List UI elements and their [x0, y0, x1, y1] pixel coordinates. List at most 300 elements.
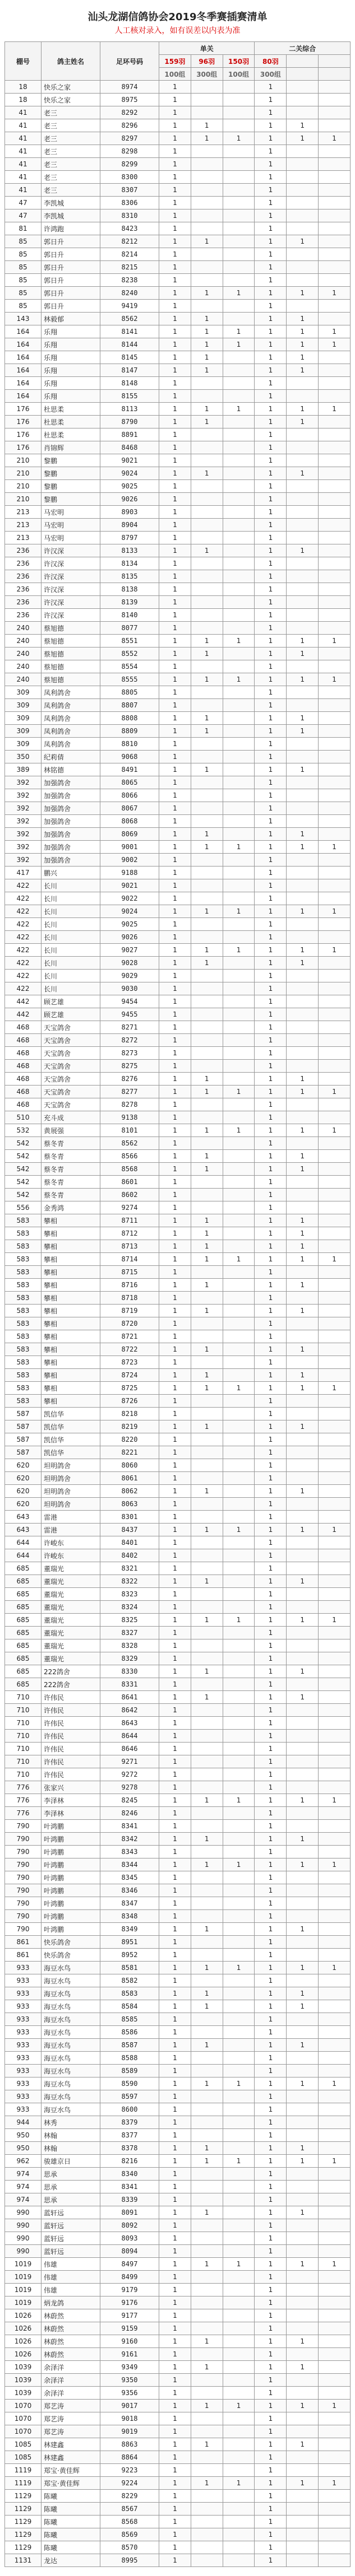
- cell-mark-f: [319, 1498, 351, 1511]
- table-row: [5, 1227, 351, 1240]
- cell-mark-b: [191, 2490, 223, 2503]
- cell-mark-f: [319, 2412, 351, 2425]
- cell-ring: 8797: [100, 532, 159, 544]
- table-row: [5, 1098, 351, 1111]
- cell-mark-b: [191, 970, 223, 982]
- cell-mark-e: [287, 2554, 319, 2567]
- cell-mark-f: [319, 995, 351, 1008]
- cell-mark-b: [191, 1536, 223, 1549]
- cell-name: 叶鸿鹏: [42, 1923, 100, 1936]
- cell-mark-b: [191, 2013, 223, 2026]
- cell-mark-b: 1: [191, 763, 223, 776]
- cell-mark-e: [287, 970, 319, 982]
- cell-mark-e: [287, 2296, 319, 2309]
- cell-mark-e: [287, 1511, 319, 1524]
- cell-mark-f: [319, 776, 351, 789]
- cell-mark-a: 1: [159, 1330, 191, 1343]
- table-row: [5, 1562, 351, 1575]
- cell-name: 郑艺涛: [42, 2425, 100, 2438]
- table-row: [5, 763, 351, 776]
- cell-name: 蔡旭德: [42, 673, 100, 686]
- cell-mark-f: [319, 390, 351, 403]
- column-header-prize-300b: 300组: [255, 68, 287, 81]
- cell-mark-b: [191, 1330, 223, 1343]
- cell-name: 龙达: [42, 2554, 100, 2567]
- cell-mark-c: [223, 712, 255, 725]
- cell-mark-d: 1: [255, 609, 287, 622]
- cell-mark-e: 1: [287, 2438, 319, 2451]
- cell-name: 林翰: [42, 2129, 100, 2142]
- cell-mark-a: 1: [159, 1459, 191, 1472]
- cell-mark-b: [191, 1111, 223, 1124]
- cell-mark-f: [319, 1176, 351, 1189]
- cell-mark-b: [191, 1511, 223, 1524]
- cell-mark-e: [287, 2168, 319, 2181]
- cell-mark-c: [223, 2335, 255, 2348]
- cell-mark-b: [191, 1189, 223, 1201]
- cell-mark-e: 1: [287, 1987, 319, 2000]
- cell-mark-a: 1: [159, 2490, 191, 2503]
- cell-ring: 8219: [100, 1420, 159, 1433]
- cell-name: 蔡旭德: [42, 635, 100, 648]
- cell-mark-b: [191, 1433, 223, 1446]
- cell-ring: 8377: [100, 2129, 159, 2142]
- cell-name: 长川: [42, 982, 100, 995]
- cell-mark-e: [287, 300, 319, 313]
- cell-mark-a: 1: [159, 1897, 191, 1910]
- cell-mark-b: [191, 2516, 223, 2528]
- cell-mark-a: 1: [159, 828, 191, 841]
- cell-name: 海豆水鸟: [42, 1987, 100, 2000]
- cell-mark-e: [287, 1021, 319, 1034]
- cell-mark-e: [287, 815, 319, 828]
- cell-mark-c: 1: [223, 132, 255, 145]
- cell-no: 933: [5, 2103, 42, 2116]
- cell-mark-a: 1: [159, 1317, 191, 1330]
- cell-mark-a: 1: [159, 2103, 191, 2116]
- cell-ring: 8092: [100, 2219, 159, 2232]
- cell-mark-f: [319, 2271, 351, 2284]
- cell-ring: 8725: [100, 1382, 159, 1395]
- cell-mark-a: 1: [159, 1743, 191, 1755]
- cell-mark-a: 1: [159, 2322, 191, 2335]
- cell-mark-d: 1: [255, 1498, 287, 1511]
- cell-mark-c: [223, 1240, 255, 1253]
- cell-mark-e: 1: [287, 1343, 319, 1356]
- cell-ring: 8067: [100, 802, 159, 815]
- cell-mark-b: [191, 300, 223, 313]
- cell-mark-d: 1: [255, 1124, 287, 1137]
- cell-mark-b: [191, 1627, 223, 1639]
- cell-mark-d: 1: [255, 1317, 287, 1330]
- cell-mark-d: 1: [255, 970, 287, 982]
- cell-mark-c: [223, 1047, 255, 1060]
- cell-name: 思承: [42, 2168, 100, 2181]
- cell-mark-b: [191, 2090, 223, 2103]
- cell-ring: 8323: [100, 1588, 159, 1601]
- cell-mark-c: 1: [223, 2155, 255, 2168]
- table-row: [5, 2065, 351, 2077]
- cell-mark-e: [287, 1356, 319, 1369]
- cell-mark-c: [223, 441, 255, 454]
- cell-mark-b: 1: [191, 673, 223, 686]
- cell-mark-f: [319, 2516, 351, 2528]
- table-row: [5, 970, 351, 982]
- cell-mark-c: [223, 1987, 255, 2000]
- cell-ring: 8904: [100, 519, 159, 532]
- cell-name: 许伟民: [42, 1743, 100, 1755]
- cell-mark-c: 1: [223, 325, 255, 338]
- cell-mark-b: 1: [191, 648, 223, 660]
- cell-mark-b: [191, 802, 223, 815]
- cell-mark-b: [191, 1356, 223, 1369]
- cell-name: 老三: [42, 158, 100, 171]
- cell-name: 海豆水鸟: [42, 2065, 100, 2077]
- cell-no: 790: [5, 1846, 42, 1858]
- cell-mark-c: [223, 1008, 255, 1021]
- cell-mark-d: 1: [255, 944, 287, 957]
- cell-no: 685: [5, 1601, 42, 1614]
- cell-ring: 8328: [100, 1639, 159, 1652]
- cell-ring: 8566: [100, 1150, 159, 1163]
- cell-mark-f: 1: [319, 1962, 351, 1974]
- cell-mark-d: 1: [255, 454, 287, 467]
- cell-mark-a: 1: [159, 2206, 191, 2219]
- cell-mark-e: 1: [287, 1420, 319, 1433]
- cell-mark-c: [223, 1214, 255, 1227]
- cell-mark-a: 1: [159, 2503, 191, 2516]
- cell-name: 老三: [42, 184, 100, 197]
- cell-mark-b: [191, 982, 223, 995]
- cell-mark-d: 1: [255, 1459, 287, 1472]
- cell-no: 468: [5, 1021, 42, 1034]
- cell-mark-c: [223, 261, 255, 274]
- cell-name: 雷港: [42, 1511, 100, 1524]
- table-row: [5, 532, 351, 544]
- cell-name: 郭日升: [42, 248, 100, 261]
- cell-mark-b: [191, 699, 223, 712]
- cell-mark-c: [223, 1317, 255, 1330]
- cell-mark-e: 1: [287, 1305, 319, 1317]
- cell-name: 凯信华: [42, 1433, 100, 1446]
- cell-mark-a: 1: [159, 738, 191, 751]
- cell-mark-f: [319, 1549, 351, 1562]
- cell-name: 坦明鸽舍: [42, 1459, 100, 1472]
- cell-mark-f: [319, 1627, 351, 1639]
- cell-mark-c: [223, 2271, 255, 2284]
- cell-mark-d: 1: [255, 1974, 287, 1987]
- cell-mark-a: 1: [159, 1279, 191, 1292]
- cell-mark-e: [287, 1292, 319, 1305]
- cell-name: 长川: [42, 931, 100, 944]
- cell-mark-f: [319, 854, 351, 867]
- cell-mark-d: 1: [255, 377, 287, 390]
- cell-mark-e: [287, 1652, 319, 1665]
- cell-mark-e: [287, 2322, 319, 2335]
- cell-mark-b: [191, 918, 223, 931]
- cell-mark-a: 1: [159, 416, 191, 428]
- cell-mark-b: 1: [191, 2206, 223, 2219]
- cell-ring: 9024: [100, 905, 159, 918]
- cell-ring: 8301: [100, 1511, 159, 1524]
- cell-name: 攀相: [42, 1214, 100, 1227]
- cell-mark-a: 1: [159, 1923, 191, 1936]
- cell-name: 纪莉倩: [42, 751, 100, 763]
- cell-no: 392: [5, 815, 42, 828]
- cell-mark-d: 1: [255, 686, 287, 699]
- cell-mark-e: [287, 892, 319, 905]
- cell-name: 叶鸿鹏: [42, 1833, 100, 1846]
- cell-mark-d: 1: [255, 197, 287, 209]
- cell-mark-d: 1: [255, 2103, 287, 2116]
- cell-ring: 8584: [100, 2000, 159, 2013]
- cell-ring: 8423: [100, 222, 159, 235]
- cell-no: 392: [5, 828, 42, 841]
- table-row: [5, 1743, 351, 1755]
- cell-ring: 9161: [100, 2348, 159, 2361]
- cell-name: 许汉深: [42, 583, 100, 596]
- cell-name: 林翰: [42, 2142, 100, 2155]
- cell-mark-a: 1: [159, 2309, 191, 2322]
- cell-mark-b: [191, 1034, 223, 1047]
- cell-mark-b: [191, 1549, 223, 1562]
- table-row: [5, 1060, 351, 1073]
- table-row: [5, 1111, 351, 1124]
- cell-no: 587: [5, 1408, 42, 1420]
- cell-ring: 8646: [100, 1743, 159, 1755]
- cell-mark-b: [191, 454, 223, 467]
- cell-mark-f: [319, 2206, 351, 2219]
- cell-mark-e: 1: [287, 1833, 319, 1846]
- cell-mark-a: 1: [159, 2219, 191, 2232]
- cell-ring: 8952: [100, 1949, 159, 1962]
- table-row: [5, 1201, 351, 1214]
- cell-ring: 8712: [100, 1227, 159, 1240]
- cell-name: 郑艺涛: [42, 2400, 100, 2412]
- cell-name: 攀相: [42, 1266, 100, 1279]
- cell-mark-b: [191, 1562, 223, 1575]
- cell-ring: 8245: [100, 1794, 159, 1807]
- cell-mark-e: [287, 81, 319, 94]
- cell-ring: 8060: [100, 1459, 159, 1472]
- cell-mark-a: 1: [159, 1382, 191, 1395]
- cell-name: 董瑞光: [42, 1652, 100, 1665]
- cell-name: 蔡冬青: [42, 1189, 100, 1201]
- cell-mark-c: 1: [223, 1253, 255, 1266]
- cell-mark-a: 1: [159, 1086, 191, 1098]
- cell-mark-e: [287, 209, 319, 222]
- cell-mark-d: 1: [255, 918, 287, 931]
- cell-name: 天宝鸽舍: [42, 1060, 100, 1073]
- cell-mark-a: 1: [159, 519, 191, 532]
- cell-no: 583: [5, 1317, 42, 1330]
- cell-no: 1131: [5, 2554, 42, 2567]
- cell-ring: 9160: [100, 2335, 159, 2348]
- cell-mark-a: 1: [159, 1047, 191, 1060]
- cell-mark-b: 1: [191, 2000, 223, 2013]
- cell-mark-c: [223, 2322, 255, 2335]
- cell-mark-a: 1: [159, 1189, 191, 1201]
- cell-mark-f: 1: [319, 2077, 351, 2090]
- cell-no: 776: [5, 1781, 42, 1794]
- table-row: [5, 2026, 351, 2039]
- cell-ring: 8975: [100, 94, 159, 106]
- cell-ring: 8272: [100, 1034, 159, 1047]
- cell-mark-e: [287, 2412, 319, 2425]
- cell-mark-f: [319, 2335, 351, 2348]
- cell-mark-f: 1: [319, 287, 351, 300]
- cell-name: 黄展强: [42, 1124, 100, 1137]
- cell-mark-d: 1: [255, 2438, 287, 2451]
- cell-mark-f: [319, 1330, 351, 1343]
- cell-name: 林蔚然: [42, 2335, 100, 2348]
- cell-no: 990: [5, 2232, 42, 2245]
- table-row: [5, 1176, 351, 1189]
- column-header-prize-300: 300组: [191, 68, 223, 81]
- table-row: [5, 1949, 351, 1962]
- cell-mark-b: 1: [191, 467, 223, 480]
- cell-ring: 8341: [100, 1820, 159, 1833]
- cell-mark-f: [319, 428, 351, 441]
- cell-no: 950: [5, 2129, 42, 2142]
- cell-mark-e: [287, 519, 319, 532]
- table-row: [5, 1588, 351, 1601]
- cell-mark-a: 1: [159, 2554, 191, 2567]
- cell-mark-b: [191, 1678, 223, 1691]
- cell-name: 乐翔: [42, 338, 100, 351]
- cell-no: 620: [5, 1498, 42, 1511]
- cell-mark-b: [191, 1588, 223, 1601]
- cell-mark-c: [223, 2232, 255, 2245]
- cell-mark-a: 1: [159, 261, 191, 274]
- cell-name: 叶鸿鹏: [42, 1897, 100, 1910]
- cell-mark-e: [287, 1627, 319, 1639]
- cell-name: 天宝鸽舍: [42, 1098, 100, 1111]
- cell-mark-e: 1: [287, 841, 319, 854]
- cell-mark-d: 1: [255, 1292, 287, 1305]
- cell-mark-d: 1: [255, 1214, 287, 1227]
- table-row: [5, 699, 351, 712]
- cell-mark-c: [223, 1433, 255, 1446]
- table-row: [5, 828, 351, 841]
- cell-mark-c: 1: [223, 1086, 255, 1098]
- cell-mark-d: 1: [255, 2296, 287, 2309]
- cell-ring: 8722: [100, 1343, 159, 1356]
- cell-mark-d: 1: [255, 1086, 287, 1098]
- cell-mark-f: [319, 1639, 351, 1652]
- cell-ring: 8101: [100, 1124, 159, 1137]
- cell-mark-b: 1: [191, 1833, 223, 1846]
- cell-no: 1039: [5, 2387, 42, 2400]
- cell-mark-c: [223, 1459, 255, 1472]
- cell-ring: 9026: [100, 931, 159, 944]
- cell-mark-c: [223, 2000, 255, 2013]
- cell-mark-c: 1: [223, 338, 255, 351]
- cell-mark-d: 1: [255, 1150, 287, 1163]
- cell-mark-b: [191, 751, 223, 763]
- cell-mark-e: [287, 1266, 319, 1279]
- cell-mark-e: 1: [287, 1214, 319, 1227]
- document-subtitle: 人工核对录入，如有误差以内表为准: [114, 26, 241, 35]
- cell-mark-a: 1: [159, 1614, 191, 1627]
- cell-ring: 9349: [100, 2361, 159, 2374]
- cell-mark-d: 1: [255, 1356, 287, 1369]
- cell-mark-a: 1: [159, 763, 191, 776]
- cell-name: 蔡旭德: [42, 660, 100, 673]
- cell-no: 468: [5, 1047, 42, 1060]
- cell-ring: 8589: [100, 2065, 159, 2077]
- cell-mark-e: 1: [287, 1150, 319, 1163]
- cell-ring: 8240: [100, 287, 159, 300]
- cell-mark-f: [319, 918, 351, 931]
- cell-mark-c: [223, 532, 255, 544]
- cell-mark-c: [223, 248, 255, 261]
- cell-mark-e: [287, 2451, 319, 2464]
- cell-mark-e: [287, 377, 319, 390]
- cell-mark-d: 1: [255, 209, 287, 222]
- cell-mark-f: [319, 1446, 351, 1459]
- cell-mark-b: 1: [191, 1150, 223, 1163]
- cell-mark-f: [319, 1987, 351, 2000]
- cell-mark-e: [287, 1562, 319, 1575]
- cell-no: 1039: [5, 2374, 42, 2387]
- cell-mark-d: 1: [255, 2026, 287, 2039]
- table-row: [5, 544, 351, 557]
- cell-mark-d: 1: [255, 248, 287, 261]
- cell-name: 思承: [42, 2181, 100, 2193]
- cell-ring: 8600: [100, 2103, 159, 2116]
- cell-mark-d: 1: [255, 828, 287, 841]
- cell-ring: 8568: [100, 2516, 159, 2528]
- cell-mark-b: [191, 1176, 223, 1189]
- cell-mark-e: [287, 2013, 319, 2026]
- cell-no: 710: [5, 1768, 42, 1781]
- cell-name: 郑宝·黄佳辉: [42, 2464, 100, 2477]
- table-row: [5, 158, 351, 171]
- cell-mark-b: [191, 1459, 223, 1472]
- cell-mark-e: [287, 1730, 319, 1743]
- cell-mark-c: [223, 467, 255, 480]
- table-row: [5, 325, 351, 338]
- table-row: [5, 2232, 351, 2245]
- cell-no: 236: [5, 583, 42, 596]
- cell-no: 1019: [5, 2284, 42, 2296]
- cell-mark-a: 1: [159, 1962, 191, 1974]
- cell-mark-e: [287, 2490, 319, 2503]
- cell-mark-f: [319, 699, 351, 712]
- cell-mark-b: [191, 686, 223, 699]
- cell-mark-b: [191, 2309, 223, 2322]
- cell-ring: 8641: [100, 1691, 159, 1704]
- cell-mark-a: 1: [159, 1369, 191, 1382]
- cell-mark-f: [319, 1021, 351, 1034]
- cell-no: 236: [5, 544, 42, 557]
- cell-mark-e: [287, 1060, 319, 1073]
- cell-mark-b: [191, 2387, 223, 2400]
- cell-no: 422: [5, 879, 42, 892]
- cell-mark-c: [223, 1305, 255, 1317]
- cell-mark-e: [287, 2464, 319, 2477]
- cell-mark-e: [287, 2065, 319, 2077]
- cell-mark-a: 1: [159, 1794, 191, 1807]
- cell-mark-e: [287, 1330, 319, 1343]
- cell-mark-e: 1: [287, 364, 319, 377]
- cell-name: 加强鸽舍: [42, 841, 100, 854]
- table-row: [5, 313, 351, 325]
- cell-mark-c: [223, 1691, 255, 1704]
- cell-mark-d: 1: [255, 2477, 287, 2490]
- cell-name: 凤利鸽舍: [42, 686, 100, 699]
